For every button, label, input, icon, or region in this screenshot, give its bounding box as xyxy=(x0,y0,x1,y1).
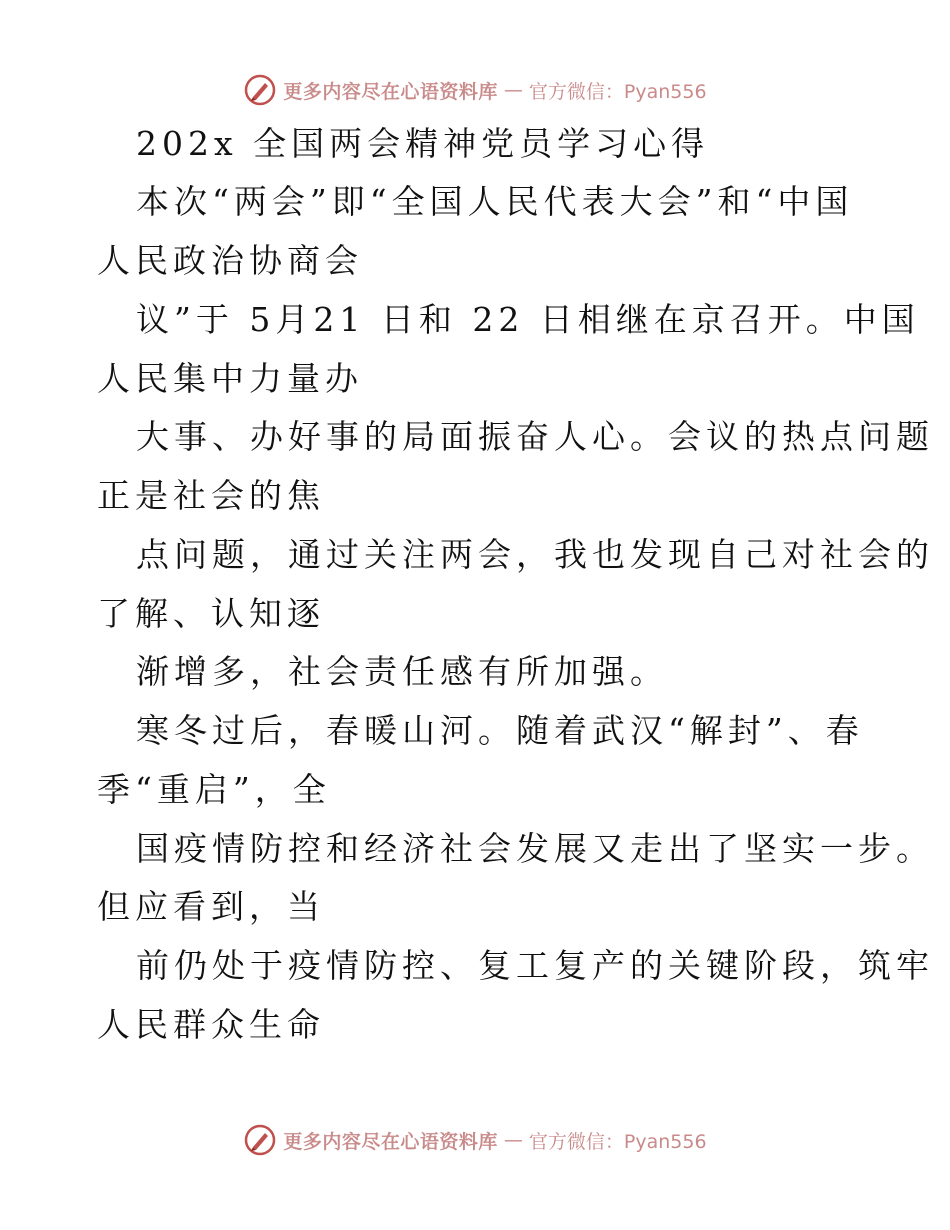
banner-wechat-text: 官方微信：Pyan556 xyxy=(528,80,707,103)
banner-separator: — xyxy=(503,79,523,101)
banner-separator: — xyxy=(503,1129,523,1151)
banner-wechat-text: 官方微信：Pyan556 xyxy=(528,1130,707,1153)
paragraph-line: 点问题，通过关注两会，我也发现自己对社会的 xyxy=(136,535,934,574)
pen-in-circle-logo-icon xyxy=(243,73,277,107)
paragraph-line: 议”于 5月21 日和 22 日相继在京召开。中国 xyxy=(136,300,920,339)
paragraph-line: 大事、办好事的局面振奋人心。会议的热点问题 xyxy=(136,417,934,456)
paragraph-line: 季“重启”，全 xyxy=(97,770,331,809)
footer-banner[interactable] xyxy=(0,1120,950,1160)
paragraph-line: 了解、认知逐 xyxy=(97,594,325,633)
paragraph-line: 人民集中力量办 xyxy=(97,359,363,398)
paragraph-line: 国疫情防控和经济社会发展又走出了坚实一步。 xyxy=(136,829,934,868)
paragraph-line: 但应看到，当 xyxy=(97,887,325,926)
paragraph-line: 前仍处于疫情防控、复工复产的关键阶段，筑牢 xyxy=(136,946,934,985)
paragraph-line: 寒冬过后，春暖山河。随着武汉“解封”、春 xyxy=(136,711,864,750)
pen-in-circle-logo-icon xyxy=(243,1123,277,1157)
paragraph-line: 正是社会的焦 xyxy=(97,476,325,515)
paragraph-line: 本次“两会”即“全国人民代表大会”和“中国 xyxy=(136,182,854,221)
paragraph-line: 人民政治协商会 xyxy=(97,241,363,280)
paragraph-line: 人民群众生命 xyxy=(97,1005,325,1044)
banner-site-text: 更多内容尽在心语资料库 xyxy=(283,80,498,103)
header-banner[interactable] xyxy=(0,70,950,110)
paragraph-line: 渐增多，社会责任感有所加强。 xyxy=(136,652,668,691)
banner-site-text: 更多内容尽在心语资料库 xyxy=(283,1130,498,1153)
document-title: 202x 全国两会精神党员学习心得 xyxy=(136,124,710,163)
